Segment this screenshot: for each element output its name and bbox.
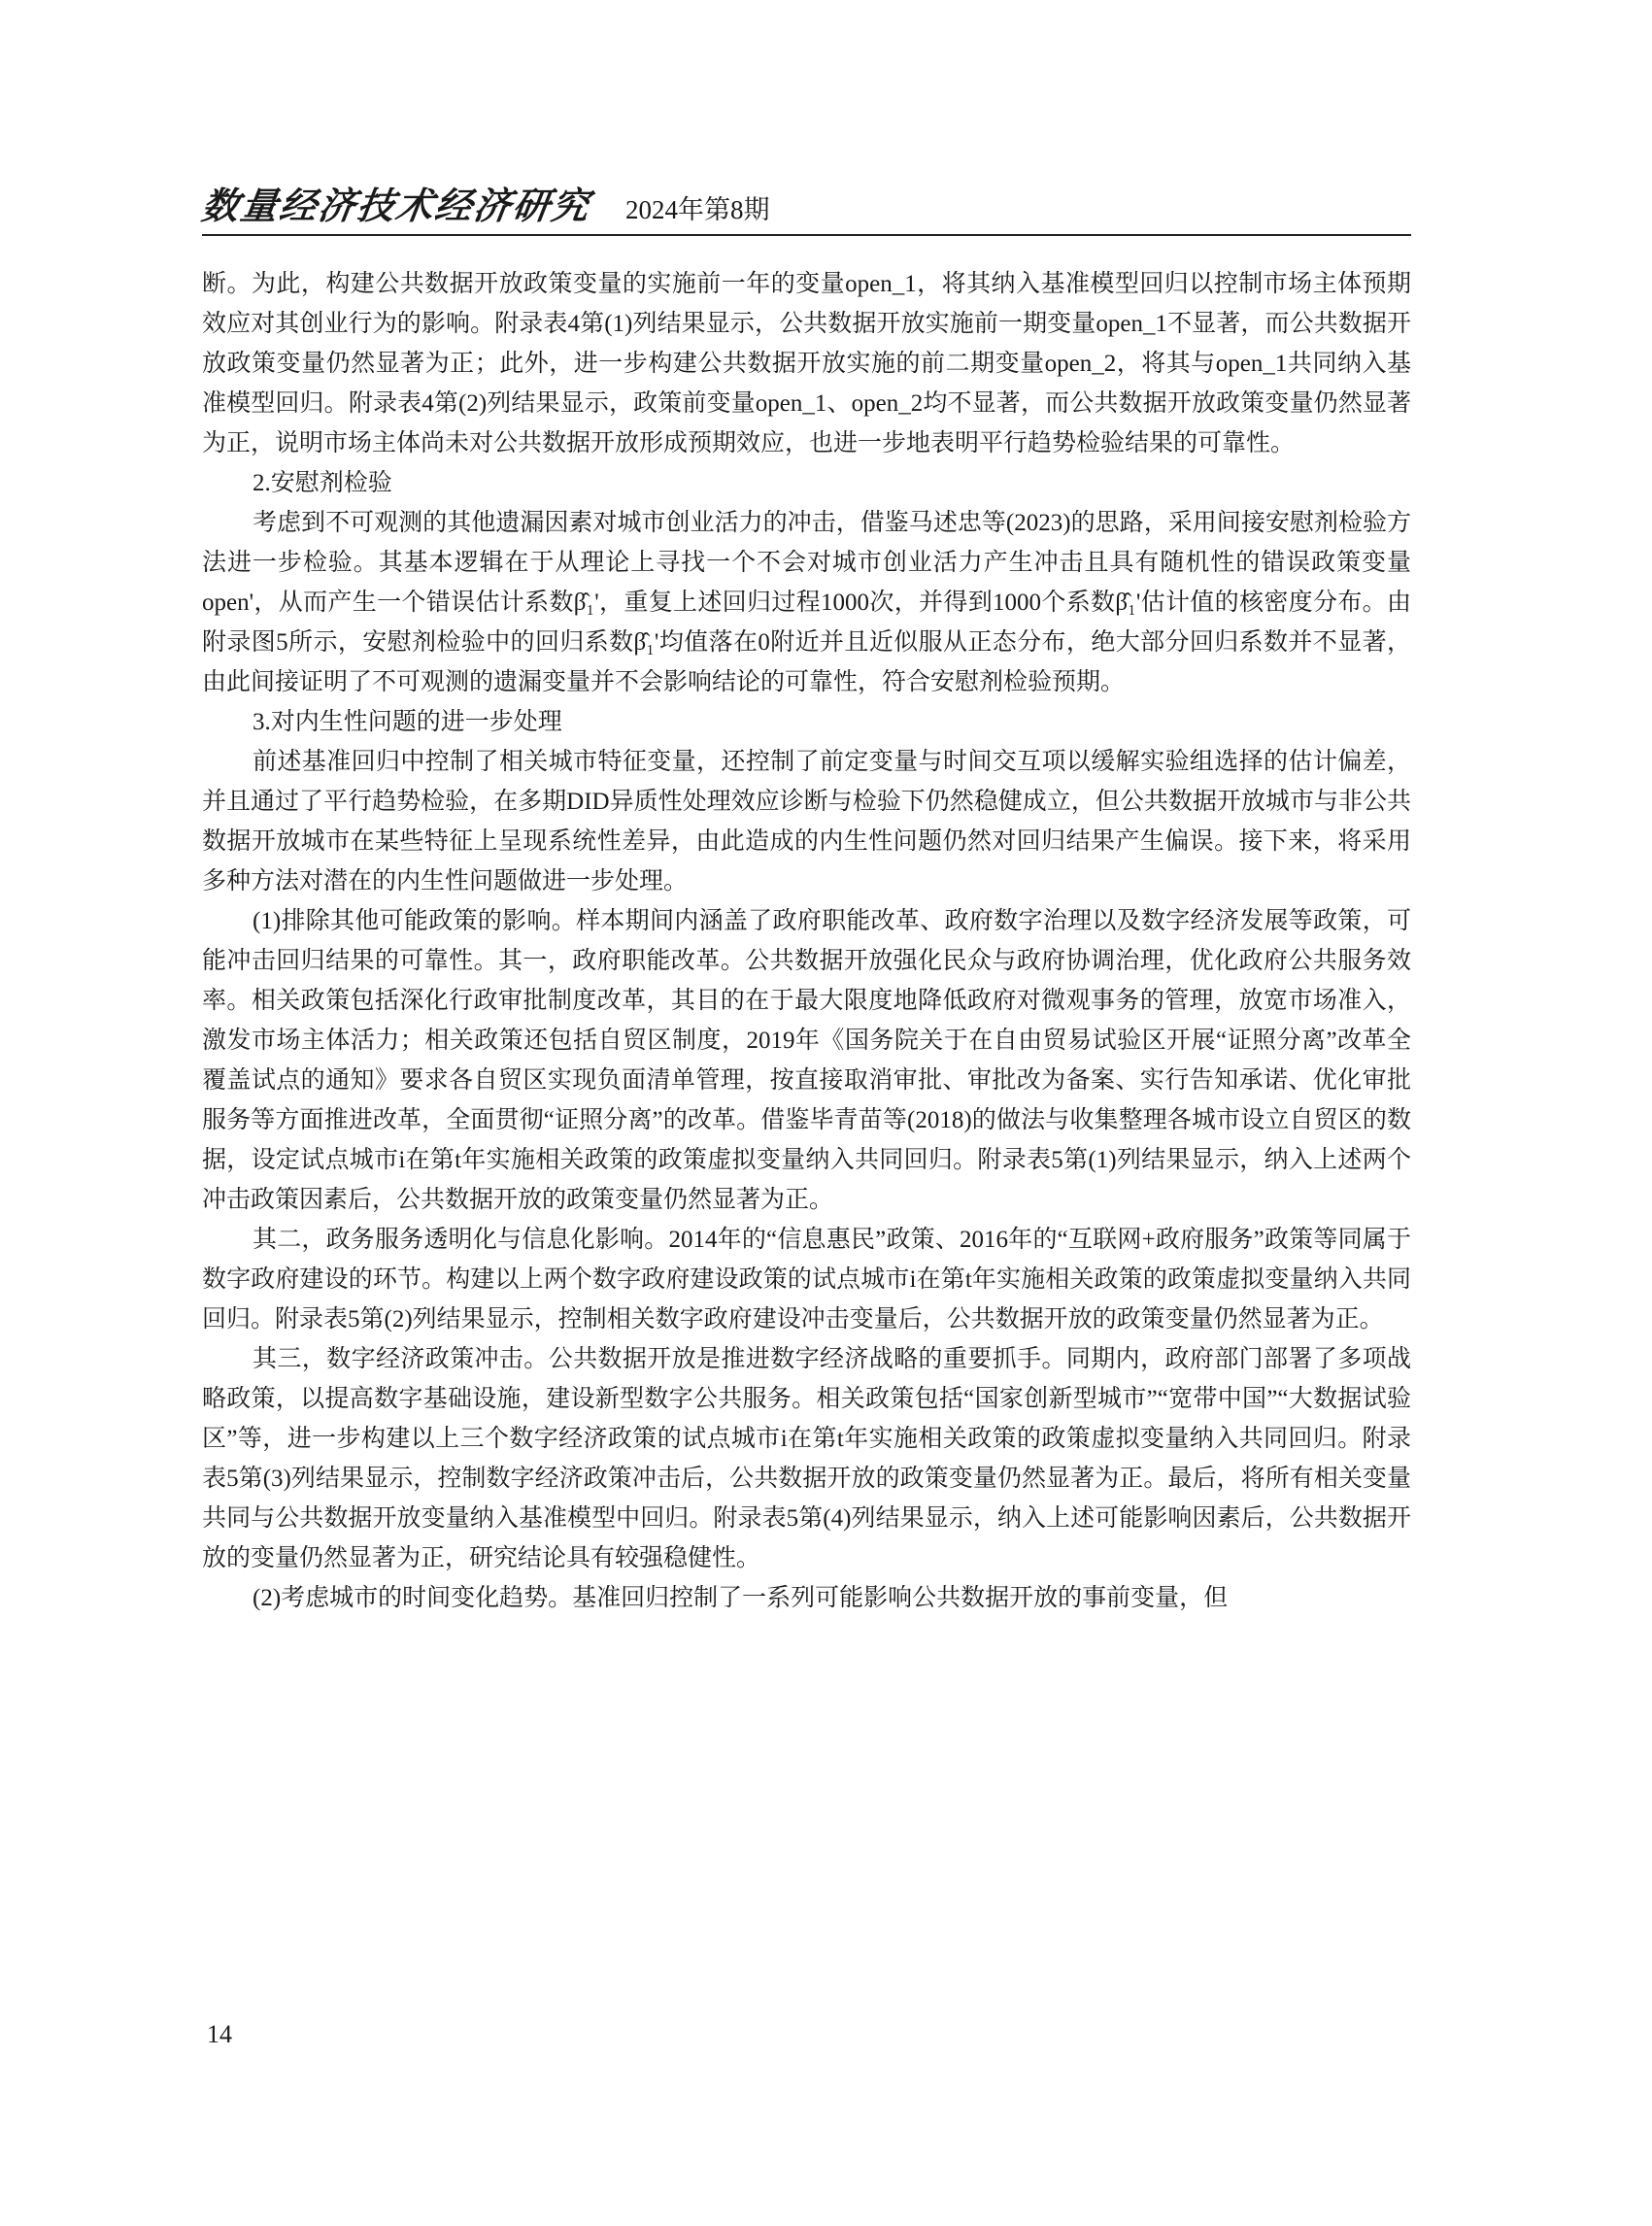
article-body bbox=[202, 264, 1411, 1618]
running-header bbox=[198, 183, 1411, 229]
paragraph-2: 考虑到不可观测的其他遗漏因素对城市创业活力的冲击，借鉴马述忠等(2023)的思路，采用间接安慰剂检验方法进一步检验。其基本逻辑在于从理论上寻找一个不会对城市创业活力产生冲击且具有随机性的错误政策变量open'，从而产生一个错误估计系数β̂₁'，重复上述回归过程1000次，并得到1000个系数β̂₁'估计值的核密度分布。由附录图5所示，安慰剂检验中的回归系数β̂₁'均值落在0附近并且近似服从正态分布，绝大部分回归系数并不显著，由此间接证明了不可观测的遗漏变量并不会影响结论的可靠性，符合安慰剂检验预期。 bbox=[202, 510, 1411, 695]
issue-label: 2024年第8期 bbox=[625, 195, 770, 224]
paragraph-5: 其二，政务服务透明化与信息化影响。2014年的“信息惠民”政策、2016年的“互联网+政府服务”政策等同属于数字政府建设的环节。构建以上两个数字政府建设政策的试点城市i在第t年实施相关政策的政策虚拟变量纳入共同回归。附录表5第(2)列结果显示，控制相关数字政府建设冲击变量后，公共数据开放的政策变量仍然显著为正。 bbox=[202, 1227, 1411, 1332]
paragraph-1: 断。为此，构建公共数据开放政策变量的实施前一年的变量open_1，将其纳入基准模型回归以控制市场主体预期效应对其创业行为的影响。附录表4第(1)列结果显示，公共数据开放实施前一期变量open_1不显著，而公共数据开放政策变量仍然显著为正；此外，进一步构建公共数据开放实施的前二期变量open_2，将其与open_1共同纳入基准模型回归。附录表4第(2)列结果显示，政策前变量open_1、open_2均不显著，而公共数据开放政策变量仍然显著为正，说明市场主体尚未对公共数据开放形成预期效应，也进一步地表明平行趋势检验结果的可靠性。 bbox=[202, 271, 1411, 456]
journal-name: 数量经济技术经济研究 bbox=[198, 184, 594, 227]
paragraph-3: 前述基准回归中控制了相关城市特征变量，还控制了前定变量与时间交互项以缓解实验组选择的估计偏差，并且通过了平行趋势检验，在多期DID异质性处理效应诊断与检验下仍然稳健成立，但公共数据开放城市与非公共数据开放城市在某些特征上呈现系统性差异，由此造成的内生性问题仍然对回归结果产生偏误。接下来，将采用多种方法对潜在的内生性问题做进一步处理。 bbox=[202, 749, 1411, 894]
paragraph-7: (2)考虑城市的时间变化趋势。基准回归控制了一系列可能影响公共数据开放的事前变量，但 bbox=[253, 1585, 1229, 1611]
page-number: 14 bbox=[207, 2020, 232, 2048]
paragraph-6: 其三，数字经济政策冲击。公共数据开放是推进数字经济战略的重要抓手。同期内，政府部门部署了多项战略政策，以提高数字基础设施，建设新型数字公共服务。相关政策包括“国家创新型城市”“宽带中国”“大数据试验区”等，进一步构建以上三个数字经济政策的试点城市i在第t年实施相关政策的政策虚拟变量纳入共同回归。附录表5第(3)列结果显示，控制数字经济政策冲击后，公共数据开放的政策变量仍然显著为正。最后，将所有相关变量共同与公共数据开放变量纳入基准模型中回归。附录表5第(4)列结果显示，纳入上述可能影响因素后，公共数据开放的变量仍然显著为正，研究结论具有较强稳健性。 bbox=[202, 1346, 1411, 1571]
paragraph-4: (1)排除其他可能政策的影响。样本期间内涵盖了政府职能改革、政府数字治理以及数字经济发展等政策，可能冲击回归结果的可靠性。其一，政府职能改革。公共数据开放强化民众与政府协调治理，优化政府公共服务效率。相关政策包括深化行政审批制度改革，其目的在于最大限度地降低政府对微观事务的管理，放宽市场准入，激发市场主体活力；相关政策还包括自贸区制度，2019年《国务院关于在自由贸易试验区开展“证照分离”改革全覆盖试点的通知》要求各自贸区实现负面清单管理，按直接取消审批、审批改为备案、实行告知承诺、优化审批服务等方面推进改革，全面贯彻“证照分离”的改革。借鉴毕青苗等(2018)的做法与收集整理各城市设立自贸区的数据，设定试点城市i在第t年实施相关政策的政策虚拟变量纳入共同回归。附录表5第(1)列结果显示，纳入上述两个冲击政策因素后，公共数据开放的政策变量仍然显著为正。 bbox=[202, 908, 1411, 1213]
section-heading-placebo: 2.安慰剂检验 bbox=[253, 470, 392, 496]
header-divider bbox=[202, 234, 1411, 236]
section-heading-endogeneity: 3.对内生性问题的进一步处理 bbox=[253, 709, 562, 735]
